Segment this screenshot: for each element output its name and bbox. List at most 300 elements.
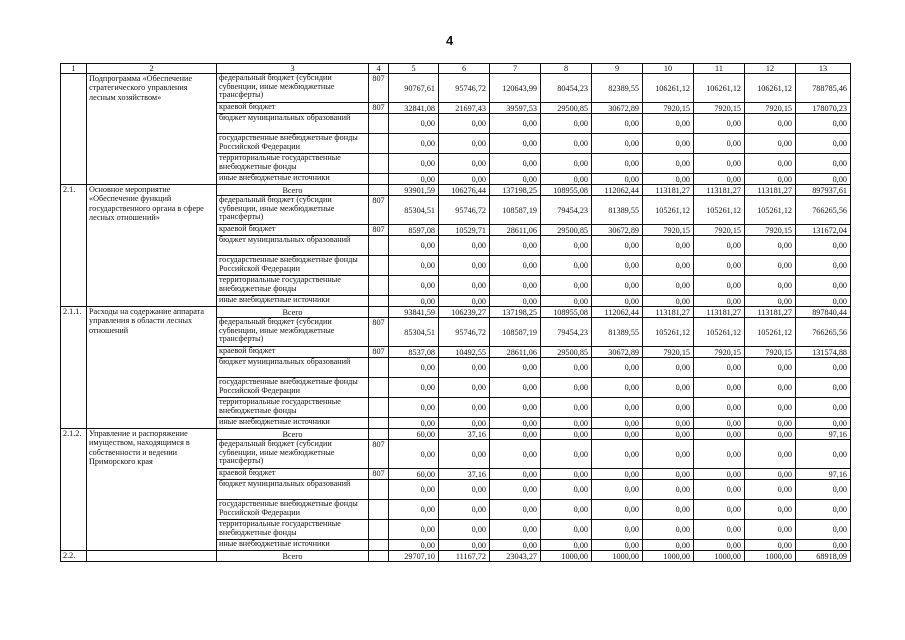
amount-cell: 0,00 <box>389 480 439 500</box>
amount-cell: 0,00 <box>490 469 541 480</box>
amount-cell: 0,00 <box>541 398 592 418</box>
budget-code: 807 <box>369 469 389 480</box>
amount-cell: 0,00 <box>490 358 541 378</box>
amount-cell: 112062,44 <box>592 185 643 196</box>
item-name: Расходы на содержание аппарата управления в области лесных отношений <box>87 307 217 429</box>
amount-cell: 0,00 <box>643 540 694 551</box>
amount-cell: 90767,61 <box>389 74 439 103</box>
amount-cell: 0,00 <box>592 480 643 500</box>
amount-cell: 0,00 <box>592 440 643 469</box>
amount-cell: 113181,27 <box>643 307 694 318</box>
amount-cell: 60,00 <box>389 429 439 440</box>
amount-cell: 0,00 <box>745 358 796 378</box>
amount-cell: 0,00 <box>541 540 592 551</box>
amount-cell: 0,00 <box>745 520 796 540</box>
amount-cell: 105261,12 <box>745 196 796 225</box>
amount-cell: 0,00 <box>439 114 490 134</box>
amount-cell: 106261,12 <box>745 74 796 103</box>
amount-cell: 0,00 <box>745 440 796 469</box>
item-name: Подпрограмма «Обеспечение стратегического управления лесным хозяйством» <box>87 74 217 185</box>
header-row <box>61 64 851 74</box>
amount-cell: 7920,15 <box>745 225 796 236</box>
amount-cell: 1000,00 <box>643 551 694 562</box>
amount-cell: 108955,08 <box>541 185 592 196</box>
amount-cell: 95746,72 <box>439 196 490 225</box>
funding-source: иные внебюджетные источники <box>217 418 369 429</box>
budget-code <box>369 154 389 174</box>
amount-cell: 0,00 <box>592 114 643 134</box>
amount-cell: 7920,15 <box>643 347 694 358</box>
amount-cell: 7920,15 <box>694 347 745 358</box>
budget-code <box>369 276 389 296</box>
amount-cell: 113181,27 <box>694 185 745 196</box>
amount-cell: 97,16 <box>796 429 851 440</box>
amount-cell: 0,00 <box>439 520 490 540</box>
amount-cell: 0,00 <box>490 378 541 398</box>
table-row <box>61 307 851 318</box>
amount-cell: 0,00 <box>745 296 796 307</box>
amount-cell: 0,00 <box>592 378 643 398</box>
amount-cell: 0,00 <box>490 520 541 540</box>
table-body <box>61 64 851 562</box>
funding-source: краевой бюджет <box>217 103 369 114</box>
budget-code <box>369 256 389 276</box>
amount-cell: 0,00 <box>694 174 745 185</box>
amount-cell: 82389,55 <box>592 74 643 103</box>
amount-cell: 0,00 <box>490 154 541 174</box>
amount-cell: 0,00 <box>592 276 643 296</box>
budget-code <box>369 378 389 398</box>
amount-cell: 0,00 <box>389 174 439 185</box>
amount-cell: 113181,27 <box>643 185 694 196</box>
funding-source: федеральный бюджет (субсидии субвенции, иные межбюджетные трансферты) <box>217 318 369 347</box>
amount-cell: 0,00 <box>643 520 694 540</box>
amount-cell: 0,00 <box>389 276 439 296</box>
table-row <box>61 551 851 562</box>
amount-cell: 0,00 <box>745 236 796 256</box>
amount-cell: 0,00 <box>643 378 694 398</box>
amount-cell: 178070,23 <box>796 103 851 114</box>
amount-cell: 0,00 <box>643 469 694 480</box>
header-cell: 2 <box>87 64 217 74</box>
amount-cell: 113181,27 <box>745 185 796 196</box>
amount-cell: 0,00 <box>796 418 851 429</box>
amount-cell: 0,00 <box>796 480 851 500</box>
budget-code: 807 <box>369 440 389 469</box>
amount-cell: 0,00 <box>541 440 592 469</box>
amount-cell: 0,00 <box>592 418 643 429</box>
amount-cell: 0,00 <box>796 236 851 256</box>
budget-code <box>369 236 389 256</box>
amount-cell: 766265,56 <box>796 318 851 347</box>
amount-cell: 0,00 <box>389 236 439 256</box>
amount-cell: 68918,09 <box>796 551 851 562</box>
amount-cell: 60,00 <box>389 469 439 480</box>
amount-cell: 106261,12 <box>643 74 694 103</box>
budget-code <box>369 480 389 500</box>
amount-cell: 105261,12 <box>694 318 745 347</box>
header-cell: 10 <box>643 64 694 74</box>
amount-cell: 0,00 <box>592 296 643 307</box>
amount-cell: 0,00 <box>389 418 439 429</box>
amount-cell: 0,00 <box>592 520 643 540</box>
amount-cell: 8537,08 <box>389 347 439 358</box>
amount-cell: 0,00 <box>694 469 745 480</box>
amount-cell: 0,00 <box>745 500 796 520</box>
amount-cell: 0,00 <box>490 440 541 469</box>
amount-cell: 108587,19 <box>490 196 541 225</box>
funding-source: государственные внебюджетные фонды Российской Федерации <box>217 500 369 520</box>
budget-code <box>369 398 389 418</box>
amount-cell: 21697,43 <box>439 103 490 114</box>
amount-cell: 0,00 <box>694 440 745 469</box>
amount-cell: 0,00 <box>541 256 592 276</box>
budget-code: 807 <box>369 103 389 114</box>
amount-cell: 97,16 <box>796 469 851 480</box>
page-number: 4 <box>446 33 454 48</box>
amount-cell: 0,00 <box>745 174 796 185</box>
amount-cell: 93841,59 <box>389 307 439 318</box>
amount-cell: 105261,12 <box>694 196 745 225</box>
amount-cell: 1000,00 <box>694 551 745 562</box>
budget-code: 807 <box>369 74 389 103</box>
amount-cell: 0,00 <box>796 134 851 154</box>
amount-cell: 0,00 <box>541 154 592 174</box>
amount-cell: 0,00 <box>796 154 851 174</box>
amount-cell: 1000,00 <box>745 551 796 562</box>
funding-source: бюджет муниципальных образований <box>217 358 369 378</box>
amount-cell: 0,00 <box>643 429 694 440</box>
amount-cell: 0,00 <box>796 174 851 185</box>
table-row <box>61 74 851 103</box>
amount-cell: 0,00 <box>745 114 796 134</box>
amount-cell: 0,00 <box>490 256 541 276</box>
amount-cell: 30672,89 <box>592 225 643 236</box>
amount-cell: 0,00 <box>541 236 592 256</box>
header-cell: 8 <box>541 64 592 74</box>
item-number <box>61 74 87 185</box>
amount-cell: 11167,72 <box>439 551 490 562</box>
budget-code: 807 <box>369 196 389 225</box>
header-cell: 13 <box>796 64 851 74</box>
budget-code <box>369 296 389 307</box>
amount-cell: 766265,56 <box>796 196 851 225</box>
amount-cell: 0,00 <box>439 440 490 469</box>
amount-cell: 0,00 <box>745 398 796 418</box>
budget-table <box>60 63 851 562</box>
amount-cell: 0,00 <box>643 398 694 418</box>
amount-cell: 0,00 <box>439 358 490 378</box>
amount-cell: 0,00 <box>745 256 796 276</box>
funding-source: федеральный бюджет (субсидии субвенции, иные межбюджетные трансферты) <box>217 196 369 225</box>
budget-code <box>369 520 389 540</box>
budget-code <box>369 500 389 520</box>
funding-source: краевой бюджет <box>217 347 369 358</box>
amount-cell: 10529,71 <box>439 225 490 236</box>
amount-cell: 0,00 <box>745 134 796 154</box>
amount-cell: 0,00 <box>694 134 745 154</box>
amount-cell: 0,00 <box>643 256 694 276</box>
amount-cell: 7920,15 <box>745 103 796 114</box>
amount-cell: 108955,08 <box>541 307 592 318</box>
amount-cell: 79454,23 <box>541 196 592 225</box>
funding-source: федеральный бюджет (субсидии субвенции, иные межбюджетные трансферты) <box>217 440 369 469</box>
amount-cell: 30672,89 <box>592 347 643 358</box>
amount-cell: 0,00 <box>694 418 745 429</box>
amount-cell: 0,00 <box>643 134 694 154</box>
amount-cell: 0,00 <box>389 134 439 154</box>
amount-cell: 0,00 <box>694 276 745 296</box>
amount-cell: 0,00 <box>592 500 643 520</box>
amount-cell: 0,00 <box>490 418 541 429</box>
funding-source: государственные внебюджетные фонды Российской Федерации <box>217 256 369 276</box>
amount-cell: 113181,27 <box>745 307 796 318</box>
amount-cell: 93901,59 <box>389 185 439 196</box>
amount-cell: 0,00 <box>694 429 745 440</box>
amount-cell: 0,00 <box>389 256 439 276</box>
amount-cell: 0,00 <box>592 174 643 185</box>
amount-cell: 788785,46 <box>796 74 851 103</box>
amount-cell: 0,00 <box>643 440 694 469</box>
amount-cell: 0,00 <box>694 378 745 398</box>
amount-cell: 112062,44 <box>592 307 643 318</box>
amount-cell: 7920,15 <box>643 225 694 236</box>
funding-source: Всего <box>217 551 369 562</box>
amount-cell: 0,00 <box>643 154 694 174</box>
amount-cell: 0,00 <box>439 154 490 174</box>
amount-cell: 29500,85 <box>541 225 592 236</box>
amount-cell: 0,00 <box>796 358 851 378</box>
amount-cell: 0,00 <box>643 358 694 378</box>
amount-cell: 0,00 <box>389 540 439 551</box>
funding-source: Всего <box>217 429 369 440</box>
amount-cell: 85304,51 <box>389 196 439 225</box>
amount-cell: 95746,72 <box>439 318 490 347</box>
amount-cell: 0,00 <box>490 500 541 520</box>
amount-cell: 0,00 <box>694 540 745 551</box>
amount-cell: 0,00 <box>389 520 439 540</box>
amount-cell: 7920,15 <box>643 103 694 114</box>
amount-cell: 0,00 <box>592 358 643 378</box>
amount-cell: 7920,15 <box>745 347 796 358</box>
amount-cell: 0,00 <box>439 256 490 276</box>
item-name <box>87 551 217 562</box>
amount-cell: 0,00 <box>389 398 439 418</box>
budget-code: 807 <box>369 318 389 347</box>
amount-cell: 0,00 <box>439 500 490 520</box>
budget-code: 807 <box>369 347 389 358</box>
header-cell: 9 <box>592 64 643 74</box>
funding-source: государственные внебюджетные фонды Российской Федерации <box>217 378 369 398</box>
amount-cell: 105261,12 <box>745 318 796 347</box>
funding-source: краевой бюджет <box>217 469 369 480</box>
amount-cell: 106276,44 <box>439 185 490 196</box>
amount-cell: 0,00 <box>796 114 851 134</box>
amount-cell: 0,00 <box>490 540 541 551</box>
amount-cell: 0,00 <box>439 174 490 185</box>
amount-cell: 0,00 <box>389 358 439 378</box>
funding-source: территориальные государственные внебюджетные фонды <box>217 276 369 296</box>
amount-cell: 0,00 <box>694 154 745 174</box>
budget-code <box>369 134 389 154</box>
amount-cell: 30672,89 <box>592 103 643 114</box>
header-cell: 6 <box>439 64 490 74</box>
amount-cell: 1000,00 <box>541 551 592 562</box>
budget-code <box>369 551 389 562</box>
amount-cell: 0,00 <box>796 440 851 469</box>
amount-cell: 0,00 <box>592 540 643 551</box>
amount-cell: 0,00 <box>694 114 745 134</box>
amount-cell: 0,00 <box>490 134 541 154</box>
funding-source: иные внебюджетные источники <box>217 296 369 307</box>
budget-code <box>369 307 389 318</box>
funding-source: бюджет муниципальных образований <box>217 114 369 134</box>
amount-cell: 29707,10 <box>389 551 439 562</box>
amount-cell: 0,00 <box>541 429 592 440</box>
funding-source: государственные внебюджетные фонды Российской Федерации <box>217 134 369 154</box>
item-number: 2.1. <box>61 185 87 307</box>
amount-cell: 28611,06 <box>490 225 541 236</box>
amount-cell: 0,00 <box>745 418 796 429</box>
item-name: Управление и распоряжение имуществом, находящимся в собственности и ведении Приморского края <box>87 429 217 551</box>
funding-source: территориальные государственные внебюджетные фонды <box>217 154 369 174</box>
amount-cell: 0,00 <box>796 500 851 520</box>
amount-cell: 0,00 <box>389 154 439 174</box>
amount-cell: 105261,12 <box>643 318 694 347</box>
amount-cell: 95746,72 <box>439 74 490 103</box>
amount-cell: 81389,55 <box>592 318 643 347</box>
amount-cell: 0,00 <box>592 154 643 174</box>
amount-cell: 0,00 <box>490 236 541 256</box>
amount-cell: 0,00 <box>541 378 592 398</box>
amount-cell: 0,00 <box>389 440 439 469</box>
amount-cell: 0,00 <box>439 236 490 256</box>
amount-cell: 37,16 <box>439 469 490 480</box>
amount-cell: 0,00 <box>439 540 490 551</box>
amount-cell: 0,00 <box>796 540 851 551</box>
funding-source: Всего <box>217 307 369 318</box>
amount-cell: 0,00 <box>439 296 490 307</box>
funding-source: иные внебюджетные источники <box>217 540 369 551</box>
amount-cell: 79454,23 <box>541 318 592 347</box>
amount-cell: 10492,55 <box>439 347 490 358</box>
amount-cell: 0,00 <box>490 398 541 418</box>
item-number: 2.1.2. <box>61 429 87 551</box>
budget-code: 807 <box>369 225 389 236</box>
amount-cell: 85304,51 <box>389 318 439 347</box>
budget-code <box>369 174 389 185</box>
amount-cell: 0,00 <box>541 114 592 134</box>
funding-source: краевой бюджет <box>217 225 369 236</box>
amount-cell: 0,00 <box>694 520 745 540</box>
amount-cell: 0,00 <box>643 418 694 429</box>
amount-cell: 80454,23 <box>541 74 592 103</box>
amount-cell: 897840,44 <box>796 307 851 318</box>
amount-cell: 0,00 <box>490 480 541 500</box>
header-cell: 11 <box>694 64 745 74</box>
amount-cell: 0,00 <box>439 480 490 500</box>
amount-cell: 0,00 <box>541 358 592 378</box>
amount-cell: 0,00 <box>643 236 694 256</box>
amount-cell: 29500,85 <box>541 347 592 358</box>
amount-cell: 0,00 <box>694 480 745 500</box>
amount-cell: 0,00 <box>694 358 745 378</box>
funding-source: бюджет муниципальных образований <box>217 480 369 500</box>
amount-cell: 0,00 <box>745 540 796 551</box>
amount-cell: 0,00 <box>592 236 643 256</box>
header-cell: 1 <box>61 64 87 74</box>
amount-cell: 897937,61 <box>796 185 851 196</box>
amount-cell: 0,00 <box>796 398 851 418</box>
amount-cell: 105261,12 <box>643 196 694 225</box>
amount-cell: 131574,88 <box>796 347 851 358</box>
amount-cell: 0,00 <box>541 174 592 185</box>
amount-cell: 0,00 <box>490 174 541 185</box>
budget-code <box>369 358 389 378</box>
funding-source: иные внебюджетные источники <box>217 174 369 185</box>
amount-cell: 0,00 <box>745 378 796 398</box>
amount-cell: 0,00 <box>745 154 796 174</box>
amount-cell: 28611,06 <box>490 347 541 358</box>
amount-cell: 0,00 <box>541 469 592 480</box>
amount-cell: 0,00 <box>439 378 490 398</box>
amount-cell: 29500,85 <box>541 103 592 114</box>
amount-cell: 113181,27 <box>694 307 745 318</box>
amount-cell: 0,00 <box>439 134 490 154</box>
amount-cell: 0,00 <box>389 500 439 520</box>
funding-source: Всего <box>217 185 369 196</box>
amount-cell: 0,00 <box>796 276 851 296</box>
amount-cell: 0,00 <box>796 256 851 276</box>
budget-code <box>369 418 389 429</box>
amount-cell: 39597,53 <box>490 103 541 114</box>
amount-cell: 81389,55 <box>592 196 643 225</box>
header-cell: 7 <box>490 64 541 74</box>
amount-cell: 0,00 <box>694 398 745 418</box>
amount-cell: 108587,19 <box>490 318 541 347</box>
item-number: 2.1.1. <box>61 307 87 429</box>
amount-cell: 0,00 <box>592 429 643 440</box>
funding-source: федеральный бюджет (субсидии субвенции, иные межбюджетные трансферты) <box>217 74 369 103</box>
item-number: 2.2. <box>61 551 87 562</box>
amount-cell: 106239,27 <box>439 307 490 318</box>
amount-cell: 0,00 <box>796 520 851 540</box>
amount-cell: 0,00 <box>592 398 643 418</box>
amount-cell: 0,00 <box>490 114 541 134</box>
amount-cell: 7920,15 <box>694 225 745 236</box>
funding-source: бюджет муниципальных образований <box>217 236 369 256</box>
budget-code <box>369 540 389 551</box>
amount-cell: 23043,27 <box>490 551 541 562</box>
amount-cell: 7920,15 <box>694 103 745 114</box>
amount-cell: 0,00 <box>796 296 851 307</box>
amount-cell: 0,00 <box>439 418 490 429</box>
header-cell: 12 <box>745 64 796 74</box>
table-row <box>61 429 851 440</box>
amount-cell: 0,00 <box>643 500 694 520</box>
amount-cell: 0,00 <box>694 296 745 307</box>
amount-cell: 0,00 <box>389 114 439 134</box>
amount-cell: 0,00 <box>745 276 796 296</box>
amount-cell: 131672,04 <box>796 225 851 236</box>
amount-cell: 0,00 <box>643 276 694 296</box>
amount-cell: 0,00 <box>643 296 694 307</box>
funding-source: территориальные государственные внебюджетные фонды <box>217 398 369 418</box>
table-row <box>61 185 851 196</box>
amount-cell: 0,00 <box>541 480 592 500</box>
amount-cell: 0,00 <box>541 500 592 520</box>
amount-cell: 0,00 <box>643 114 694 134</box>
